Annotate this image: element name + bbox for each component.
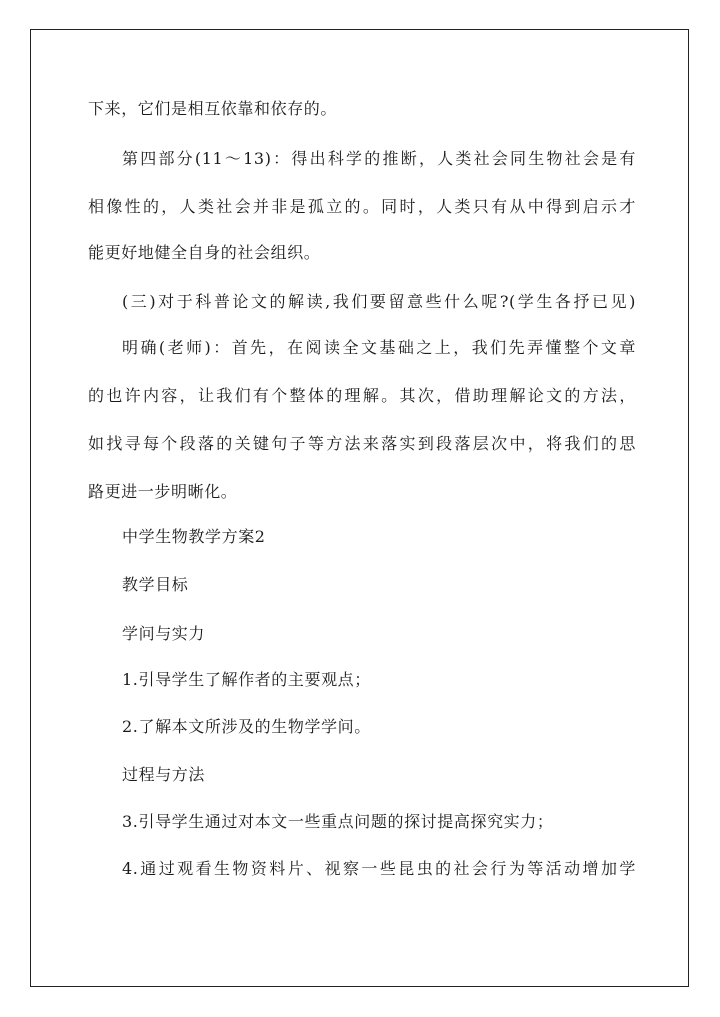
text-line: (三)对于科普论文的解读,我们要留意些什么呢?(学生各抒已见) [122,292,636,311]
text-line: 相像性的，人类社会并非是孤立的。同时，人类只有从中得到启示才 [88,197,636,216]
text-line: 下来，它们是相互依靠和依存的。 [88,99,338,118]
section-heading: 中学生物教学方案2 [122,527,266,546]
subheading: 过程与方法 [122,765,206,784]
text-line: 明确(老师)：首先，在阅读全文基础之上，我们先弄懂整个文章 [122,338,636,357]
list-item: 4.通过观看生物资料片、视察一些昆虫的社会行为等活动增加学 [122,859,636,878]
text-line: 的也许内容，让我们有个整体的理解。其次，借助理解论文的方法， [88,386,636,405]
subheading: 教学目标 [122,575,189,594]
subheading: 学问与实力 [122,624,206,643]
text-line: 如找寻每个段落的关键句子等方法来落实到段落层次中，将我们的思 [88,434,636,453]
text-line: 路更进一步明晰化。 [88,482,238,501]
text-line: 第四部分(11～13)：得出科学的推断，人类社会同生物社会是有 [122,149,636,168]
list-item: 1.引导学生了解作者的主要观点； [122,670,371,689]
page-border [30,29,689,987]
text-line: 能更好地健全自身的社会组织。 [88,243,321,262]
list-item: 3.引导学生通过对本文一些重点问题的探讨提高探究实力； [122,812,554,831]
list-item: 2.了解本文所涉及的生物学学问。 [122,717,371,736]
